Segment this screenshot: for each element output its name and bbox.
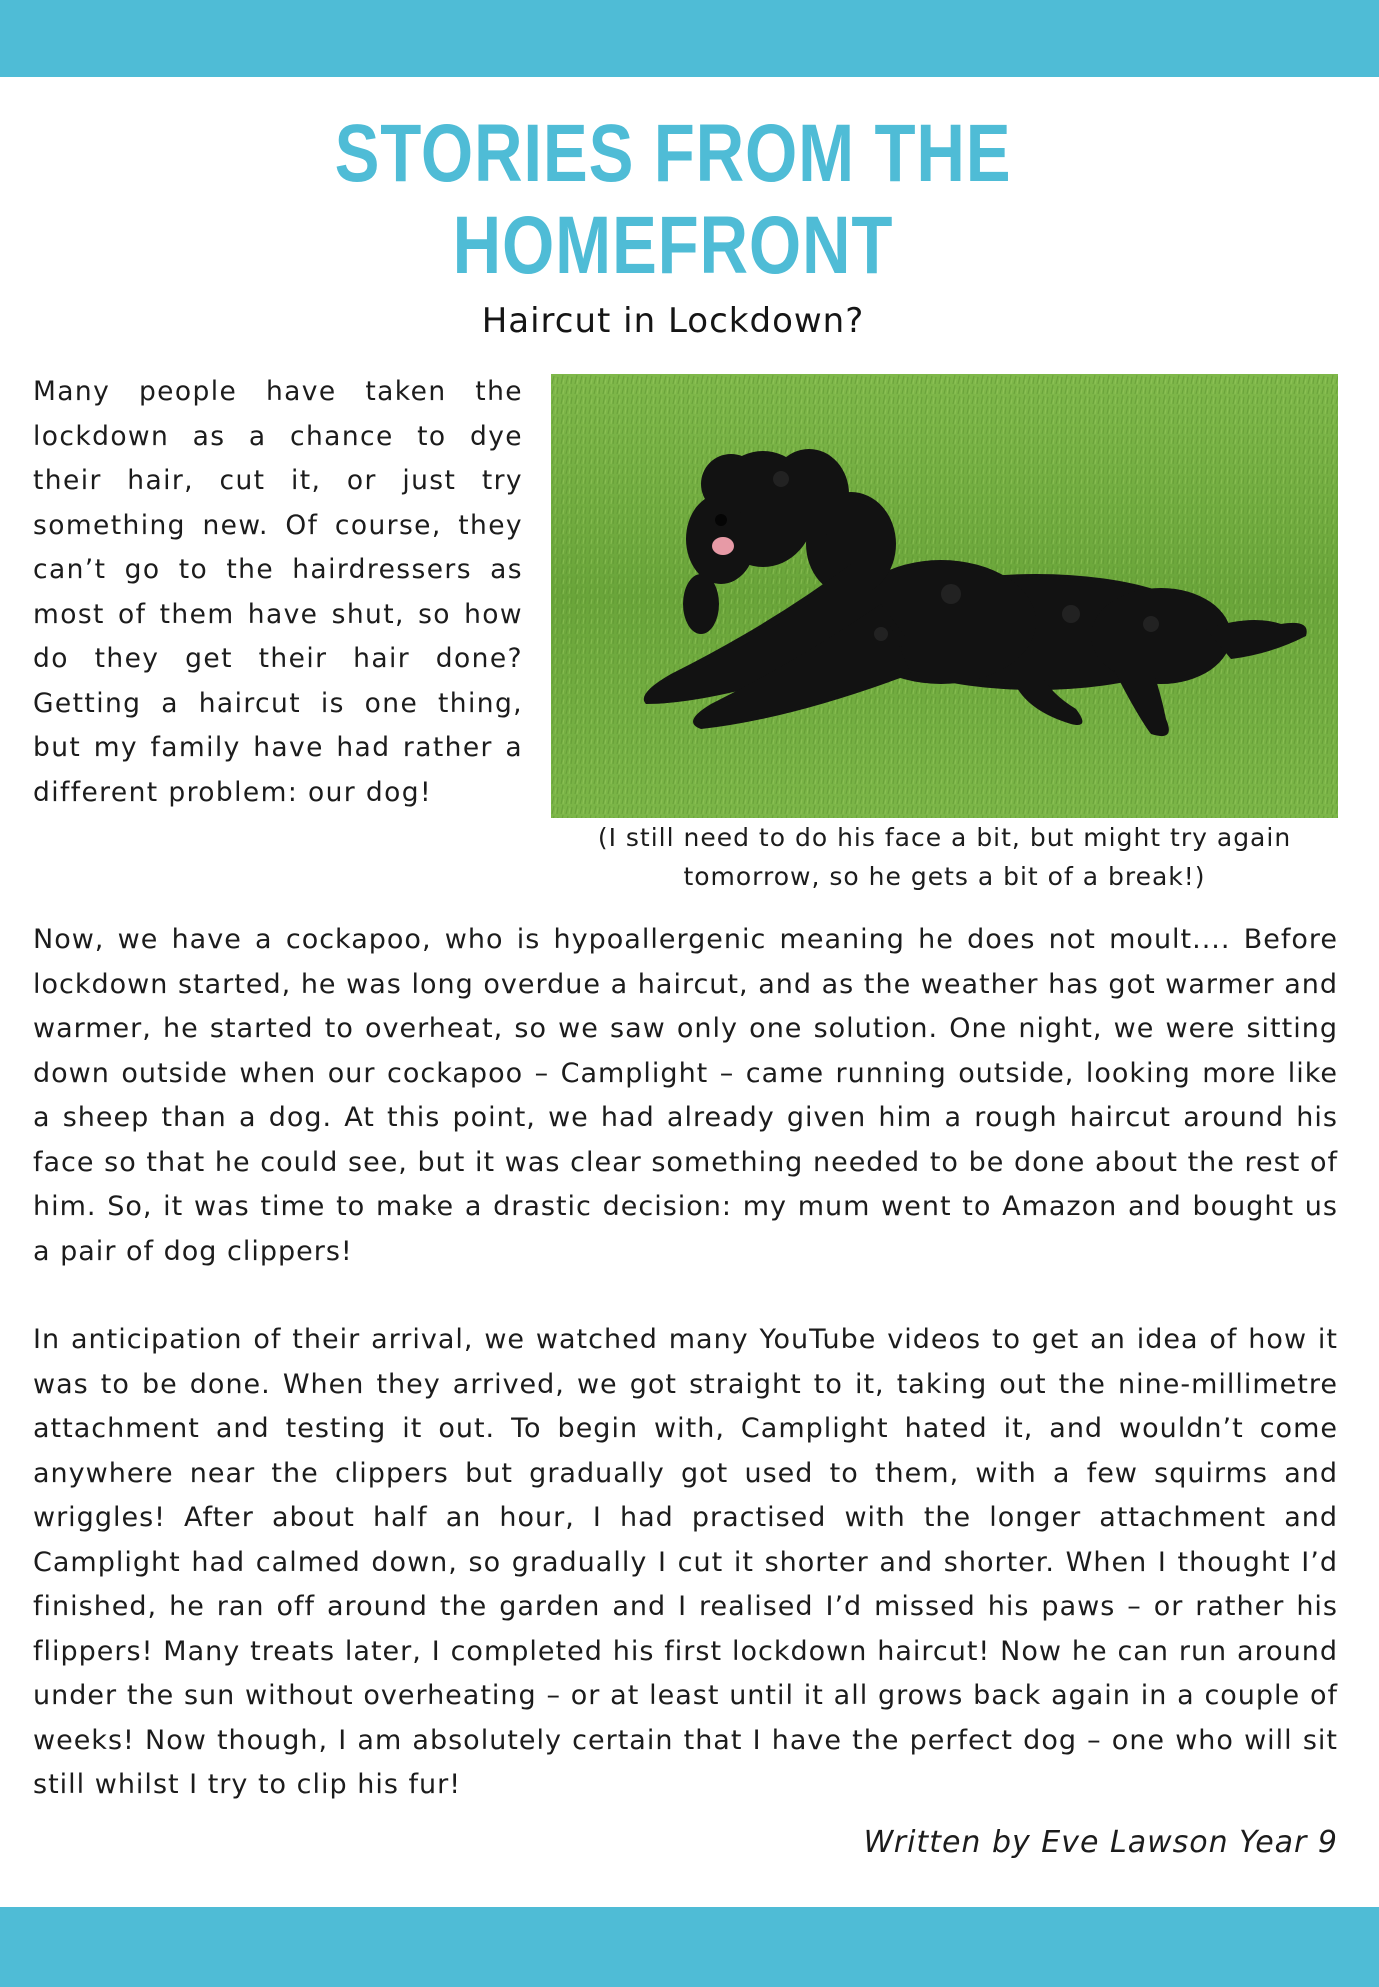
dog-on-grass-illustration	[551, 374, 1338, 818]
top-accent-band	[0, 0, 1379, 77]
article-subtitle: Haircut in Lockdown?	[481, 301, 865, 341]
author-byline: Written by Eve Lawson Year 9	[863, 1825, 1338, 1860]
bottom-accent-band	[0, 1907, 1379, 1987]
article-paragraph-1: Now, we have a cockapoo, who is hypoallergenic meaning he does not moult.... Before lockdown started, he was long overdue a haircut, and as the weather has got warmer and warmer, he started to overheat, so we saw only one solution. One night, we were sitting down outside when our cockapoo – Camplight – came running outside, looking more like a sheep than a dog. At this point, we had already given him a rough haircut around his face so that he could see, but it was clear something needed to be done about the rest of him. So, it was time to make a drastic decision: my mum went to Amazon and bought us a pair of dog clippers!	[33, 924, 1338, 1267]
page-title	[285, 108, 1061, 292]
dog-tongue	[712, 537, 734, 555]
title-line-2: HOMEFRONT	[452, 200, 894, 291]
title-line-1: STORIES FROM THE	[334, 108, 1012, 199]
photo-caption: (I still need to do his face a bit, but might try again tomorrow, so he gets a bit of a break!)	[597, 823, 1292, 891]
intro-paragraph: Many people have taken the lockdown as a chance to dye their hair, cut it, or just try something new. Of course, they can’t go to the hairdressers as most of them have shut, so how do they get their hair done? Getting a haircut is one thing, but my family have had rather a different problem: our dog!	[33, 376, 523, 808]
article-paragraph-2: In anticipation of their arrival, we watched many YouTube videos to get an idea of how it was to be done. When they arrived, we got straight to it, taking out the nine-millimetre attachment and testing it out. To begin with, Camplight hated it, and wouldn’t come anywhere near the clippers but gradually got used to them, with a few squirms and wriggles! After about half an hour, I had practised with the longer attachment and Camplight had calmed down, so gradually I cut it shorter and shorter. When I thought I’d finished, he ran off around the garden and I realised I’d missed his paws – or rather his flippers! Many treats later, I completed his first lockdown haircut! Now he can run around under the sun without overheating – or at least until it all grows back again in a couple of weeks! Now though, I am absolutely certain that I have the perfect dog – one who will sit still whilst I try to clip his fur!	[33, 1324, 1338, 1800]
dog-photo	[551, 374, 1338, 818]
